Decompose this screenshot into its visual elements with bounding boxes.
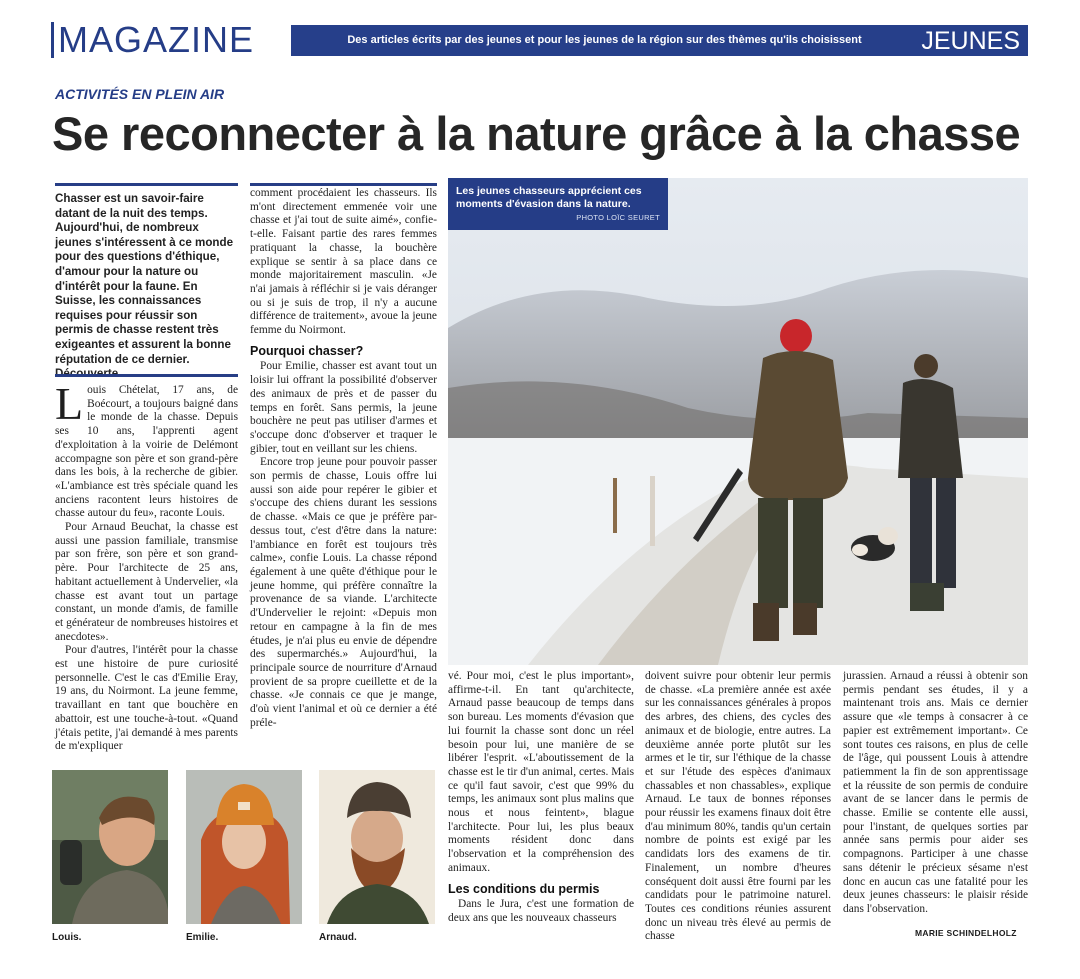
paragraph: Louis Chételat, 17 ans, de Boécourt, a toujours baigné dans le monde de la chasse. Depuis ses 10 ans, l'apprenti agent d'exploitation à la voirie de Delémont accompagne son père et son grand-père dans les bois, à la recherche de gibier. «L'ambiance est très spéciale quand les anciens racontent leurs histoires de chasse autour du feu», raconte Louis. [55,378,238,520]
masthead-accent [51,22,54,58]
paragraph: Pour Emilie, chasser est avant tout un loisir lui offrant la possibilité d'observer des animaux de près et de passer du temps en forêt. Sans permis, la jeune bouchère ne peut pas utiliser d'armes et s'occupe donc d'observer et traquer le gibier, tout en veillant sur les chiens. [250,360,437,455]
paragraph: doivent suivre pour obtenir leur permis de chasse. «La première année est axée sur les connaissances générales à propos des arbres, des chiens, des cycles des animaux et de biologie, entre autres. La deuxième année porte plutôt sur les armes et le tir, sur l'éthique de la chasse et sur l'étude des espèces d'animaux chassables et non chassables», explique Arnaud. Le taux de bonnes réponses pour réussir les examens finaux doit être d'au minimum 80%, tandis qu'un certain nombre de points est exigé par les candidats lors des examens de tir. Finalement, un nombre d'heures conséquent doit aussi être fourni par les candidats pour le patrimoine naturel. Toutes ces conditions réunies assurent donc un niveau très élevé au permis de chasse [645,670,831,943]
magazine-title: MAGAZINE [58,19,255,60]
paragraph: Dans le Jura, c'est une formation de deux ans que les nouveaux chasseurs [448,898,634,924]
section-name: JEUNES [921,27,1020,55]
column-rule [55,183,238,186]
kicker: ACTIVITÉS EN PLEIN AIR [55,86,225,102]
lede: Chasser est un savoir-faire datant de la nuit des temps. Aujourd'hui, de nombreux jeunes s'intéressent à ce monde pour des questions d'éthique, d'amour pour la nature ou d'intérêt pour la faune. En Suisse, les connaissances requises pour réussir son permis de chasse restent très exigeantes et assurent la bonne réputation de ce dernier. [55,192,234,366]
tagline-banner [291,25,1028,56]
headline: Se reconnecter à la nature grâce à la chasse [52,107,1021,160]
portrait-label: Arnaud. [319,932,357,943]
main-photo [448,178,1028,665]
article-column-4 [645,670,831,944]
subheading: Pourquoi chasser? [250,343,364,358]
article-column-3 [448,670,634,926]
subheading: Les conditions du permis [448,881,600,896]
paragraph: Pour d'autres, l'intérêt pour la chasse est une histoire de pure curiosité personnelle. C'est le cas d'Emilie Eray, 19 ans, du Noirmont. La jeune femme, travaillant en tant que bouchère en abattoir, est une touche-à-tout. «Quand j'étais petite, j'ai demandé à mes parents de m'expliquer [55,644,238,753]
portrait-label: Louis. [52,932,82,943]
photo-credit: PHOTO LOÏC SEURET [576,213,660,222]
paragraph: Encore trop jeune pour pouvoir passer son permis de chasse, Louis offre lui aussi son aide pour repérer le gibier et s'occupe des chiens durant les sessions de chasse. «Mais ce que je préfère par-dessus tout, c'est d'être dans la nature: l'ambiance en forêt est toujours très calme», confie Louis. La chasse répond également à une quête d'éthique pour le jeune homme, qui préfère connaître la provenance de sa viande. L'architecte d'Undervelier le rejoint: «Depuis mon retour en campagne à la fin de mes études, je n'ai plus eu envie de dépendre des supermarchés.» Aujourd'hui, la principale source de nourriture d'Arnaud provient de sa propre cueillette et de la chasse. «Je connais ce que je mange, d'où vient l'animal et où ce dernier a été préle- [250,456,437,729]
paragraph: Pour Arnaud Beuchat, la chasse est aussi une passion familiale, transmise par son frère, son père et son grand-père. Pour l'architecte de 25 ans, habitant actuellement à Undervelier, «la chasse est avant tout un partage constant, un monde d'amis, de famille et générateur de nombreuses histoires et anecdotes». [55,521,238,643]
paragraph: comment procédaient les chasseurs. Ils m'ont directement emmenée voir une chasse et j'ai tout de suite aimé», confie-t-elle. Faisant partie des rares femmes pratiquant la chasse, la bouchère explique se sentir à sa place dans ce monde majoritairement masculin. «Je n'ai jamais à réfléchir si je vais déranger ou si je suis de trop, il n'y a aucune différence de traitement», avoue la jeune femme du Noirmont. [250,187,437,337]
article-column-5 [843,670,1028,917]
paragraph: vé. Pour moi, c'est le plus important», affirme-t-il. En tant qu'architecte, Arnaud passe beaucoup de temps dans son bureau. Les moments d'évasion que lui fournit la chasse sont donc un réel besoin pour lui, une manière de se libérer l'esprit. «L'aboutissement de la chasse est le tir d'un animal, certes. Mais ce qu'il faut savoir, c'est que 99% du temps, les animaux sont plus malins que nous et nous feintent», blague l'architecte. Pour lui, les plus beaux moments résident donc dans l'observation et la compréhension des animaux. [448,670,634,874]
article-column-2 [250,187,437,730]
portrait-label: Emilie. [186,932,219,943]
column-rule [55,374,238,377]
caption-text: Les jeunes chasseurs apprécient ces moments d'évasion dans la nature. [456,185,642,210]
photo-caption [448,178,668,230]
paragraph: jurassien. Arnaud a réussi à obtenir son permis pendant ses études, il y a maintenant trois ans. Mais ce dernier assure que «le temps à consacrer à ce papier est extrêmement important». Ce sont toutes ces raisons, en plus de celle de l'âge, qui poussent Louis à attendre patiemment la fin de son apprentissage et la réussite de son permis de conduire avant de se lancer dans le permis de chasse. Emilie se contente elle aussi, pour l'instant, de quelques sorties par année sans permis pour aider ses compagnons. Participer à une chasse sans détenir le précieux sésame n'est donc en aucun cas une fatalité pour les deux jeunes chasseurs: le plaisir réside dans l'observation. [843,670,1028,915]
column-rule [250,183,437,186]
tagline: Des articles écrits par des jeunes et pour les jeunes de la région sur des thèmes qu'ils choisissent [347,34,862,46]
hunters-snow-scene [448,178,1028,665]
article-column-1 [55,378,238,754]
portrait-emilie [186,770,302,924]
portrait-arnaud [319,770,435,924]
portrait-louis [52,770,168,924]
drop-cap: L [55,378,84,429]
author-signature: MARIE SCHINDELHOLZ [915,928,1017,938]
